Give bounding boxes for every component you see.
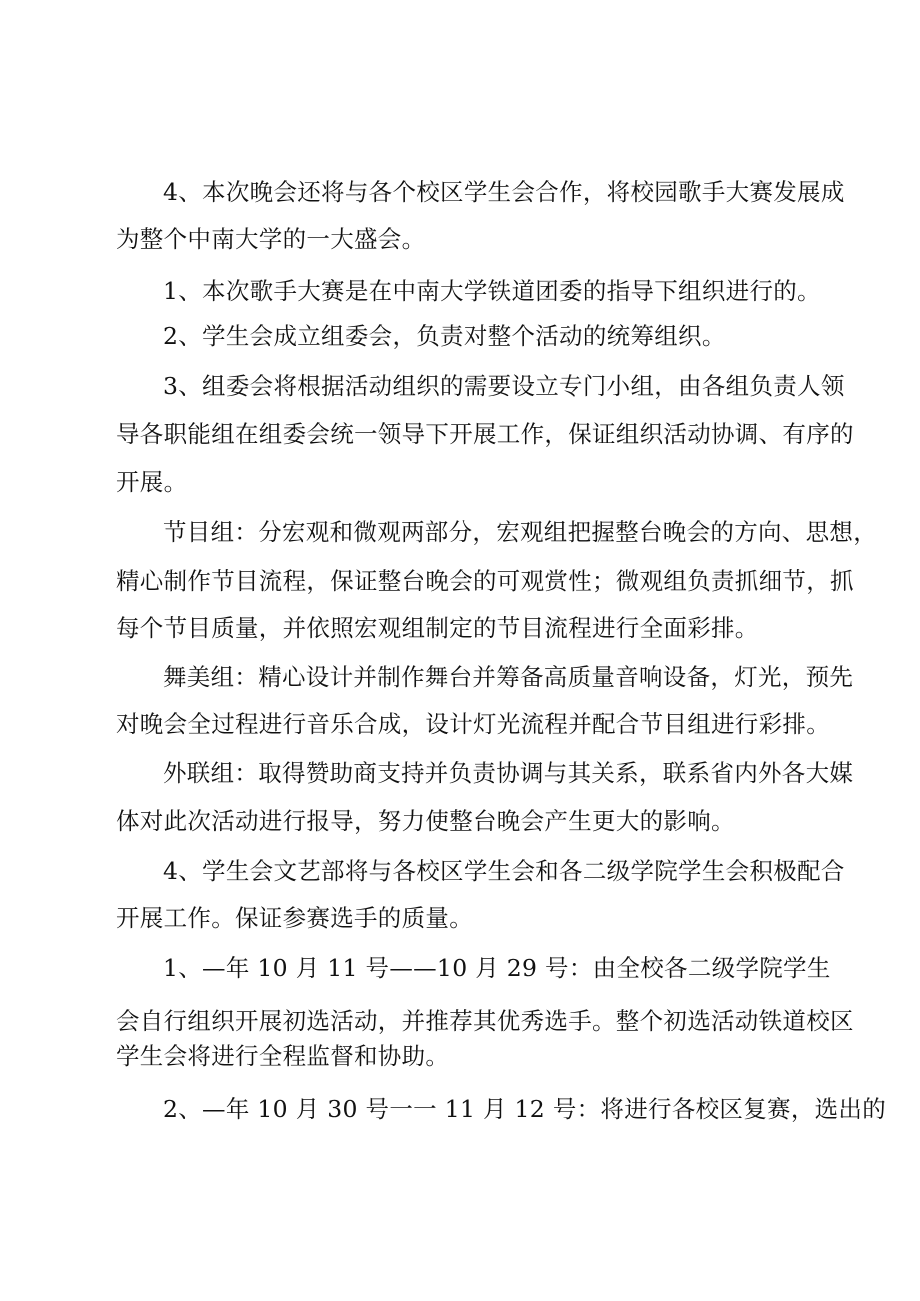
paragraph-7-line-1: 外联组：取得赞助商支持并负责协调与其关系，联系省内外各大媒 [163, 759, 854, 787]
paragraph-4-line-1: 3、组委会将根据活动组织的需要设立专门小组，由各组负责人领 [163, 372, 845, 400]
paragraph-1-line-2: 为整个中南大学的一大盛会。 [116, 225, 426, 253]
paragraph-9-line-1: 1、—年 10 月 11 号——10 月 29 号：由全校各二级学院学生 [163, 954, 831, 982]
paragraph-5-line-2: 精心制作节目流程，保证整台晚会的可观赏性；微观组负责抓细节，抓 [116, 567, 854, 595]
paragraph-3-line-1: 2、学生会成立组委会，负责对整个活动的统筹组织。 [163, 322, 726, 350]
paragraph-5-line-3: 每个节目质量，并依照宏观组制定的节目流程进行全面彩排。 [116, 614, 759, 642]
paragraph-6-line-2: 对晚会全过程进行音乐合成，设计灯光流程并配合节目组进行彩排。 [116, 710, 830, 738]
paragraph-4-line-3: 开展。 [116, 468, 188, 496]
paragraph-11-line-1: 2、—年 10 月 30 号一一 11 月 12 号：将进行各校区复赛，选出的 [163, 1095, 887, 1123]
paragraph-10-line-1: 会自行组织开展初选活动，并推荐其优秀选手。整个初选活动铁道校区 [116, 1007, 854, 1035]
paragraph-4-line-2: 导各职能组在组委会统一领导下开展工作，保证组织活动协调、有序的 [116, 420, 854, 448]
paragraph-6-line-1: 舞美组：精心设计并制作舞台并筹备高质量音响设备，灯光，预先 [163, 663, 854, 691]
paragraph-8-line-2: 开展工作。保证参赛选手的质量。 [116, 904, 473, 932]
paragraph-1-line-1: 4、本次晚会还将与各个校区学生会合作，将校园歌手大赛发展成 [163, 178, 845, 206]
paragraph-8-line-1: 4、学生会文艺部将与各校区学生会和各二级学院学生会积极配合 [163, 857, 845, 885]
paragraph-10-line-2: 学生会将进行全程监督和协助。 [116, 1042, 450, 1070]
paragraph-2-line-1: 1、本次歌手大赛是在中南大学铁道团委的指导下组织进行的。 [163, 277, 821, 305]
paragraph-7-line-2: 体对此次活动进行报导，努力使整台晚会产生更大的影响。 [116, 807, 735, 835]
paragraph-5-line-1: 节目组：分宏观和微观两部分，宏观组把握整台晚会的方向、思想， [163, 518, 877, 546]
